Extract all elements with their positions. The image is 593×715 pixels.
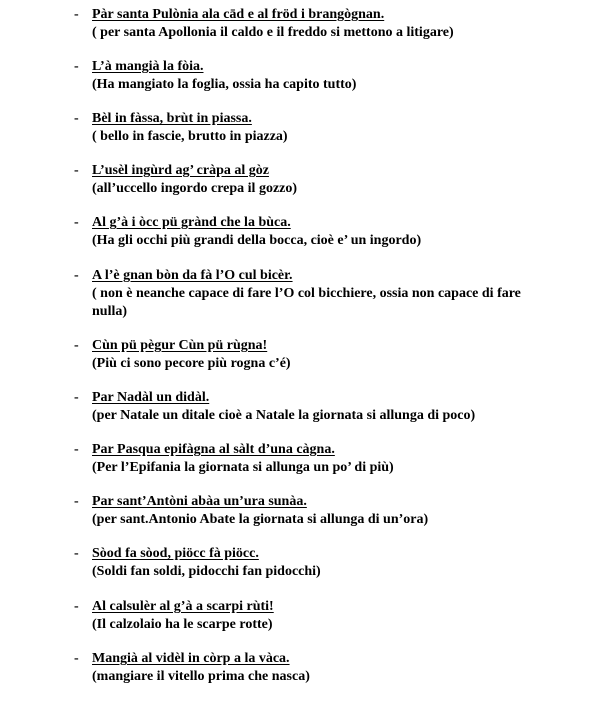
list-bullet: - [74,59,79,74]
proverb-translation: (per sant.Antonio Abate la giornata si allunga di un’ora) [92,512,429,527]
list-bullet: - [74,442,79,457]
proverb-dialect: Sòod fa sòod, piöcc fà piöcc. [92,546,259,561]
proverb-translation: ( bello in fascie, brutto in piazza) [92,129,288,144]
proverb-dialect: Par Nadàl un didàl. [92,390,210,405]
proverb-translation: ( per santa Apollonia il caldo e il freddo si mettono a litigare) [92,25,454,40]
proverb-translation: (Ha gli occhi più grandi della bocca, cioè e’ un ingordo) [92,233,422,248]
proverb-translation: ( non è neanche capace di fare l’O col bicchiere, ossia non capace di fare nulla) [92,286,521,319]
proverb-dialect: Cùn pü pègur Cùn pü rùgna! [92,338,268,353]
proverb-dialect: Bèl in fàssa, brùt in piassa. [92,111,252,126]
list-bullet: - [74,494,79,509]
list-bullet: - [74,111,79,126]
proverb-dialect: Al g’à i òcc pü grànd che la bùca. [92,215,291,230]
proverb-dialect: Mangià al vidèl in còrp a la vàca. [92,651,290,666]
proverb-dialect: A l’è gnan bòn da fà l’O cul bicèr. [92,268,293,283]
list-bullet: - [74,599,79,614]
proverb-dialect: Par Pasqua epifàgna al sàlt d’una càgna. [92,442,335,457]
proverb-dialect: L’à mangià la fòia. [92,59,204,74]
proverb-translation: (Il calzolaio ha le scarpe rotte) [92,617,273,632]
list-bullet: - [74,215,79,230]
proverb-translation: (Più ci sono pecore più rogna c’é) [92,356,291,371]
list-bullet: - [74,163,79,178]
proverb-translation: (mangiare il vitello prima che nasca) [92,669,310,684]
proverb-translation: (Ha mangiato la foglia, ossia ha capito tutto) [92,77,357,92]
proverb-dialect: Pàr santa Pulònia ala cād e al fröd i brangògnan. [92,7,385,22]
proverb-translation: (Soldi fan soldi, pidocchi fan pidocchi) [92,564,321,579]
list-bullet: - [74,546,79,561]
proverb-translation: (Per l’Epifania la giornata si allunga un po’ di più) [92,460,394,475]
list-bullet: - [74,268,79,283]
list-bullet: - [74,390,79,405]
proverb-translation: (per Natale un ditale cioè a Natale la giornata si allunga di poco) [92,408,476,423]
proverb-translation: (all’uccello ingordo crepa il gozzo) [92,181,298,196]
proverb-dialect: L’usèl ingùrd ag’ cràpa al gòz [92,163,269,178]
proverb-dialect: Al calsulèr al g’à a scarpi rùti! [92,599,274,614]
list-bullet: - [74,7,79,22]
proverb-dialect: Par sant’Antòni abàa un’ura sunàa. [92,494,307,509]
list-bullet: - [74,651,79,666]
list-bullet: - [74,338,79,353]
